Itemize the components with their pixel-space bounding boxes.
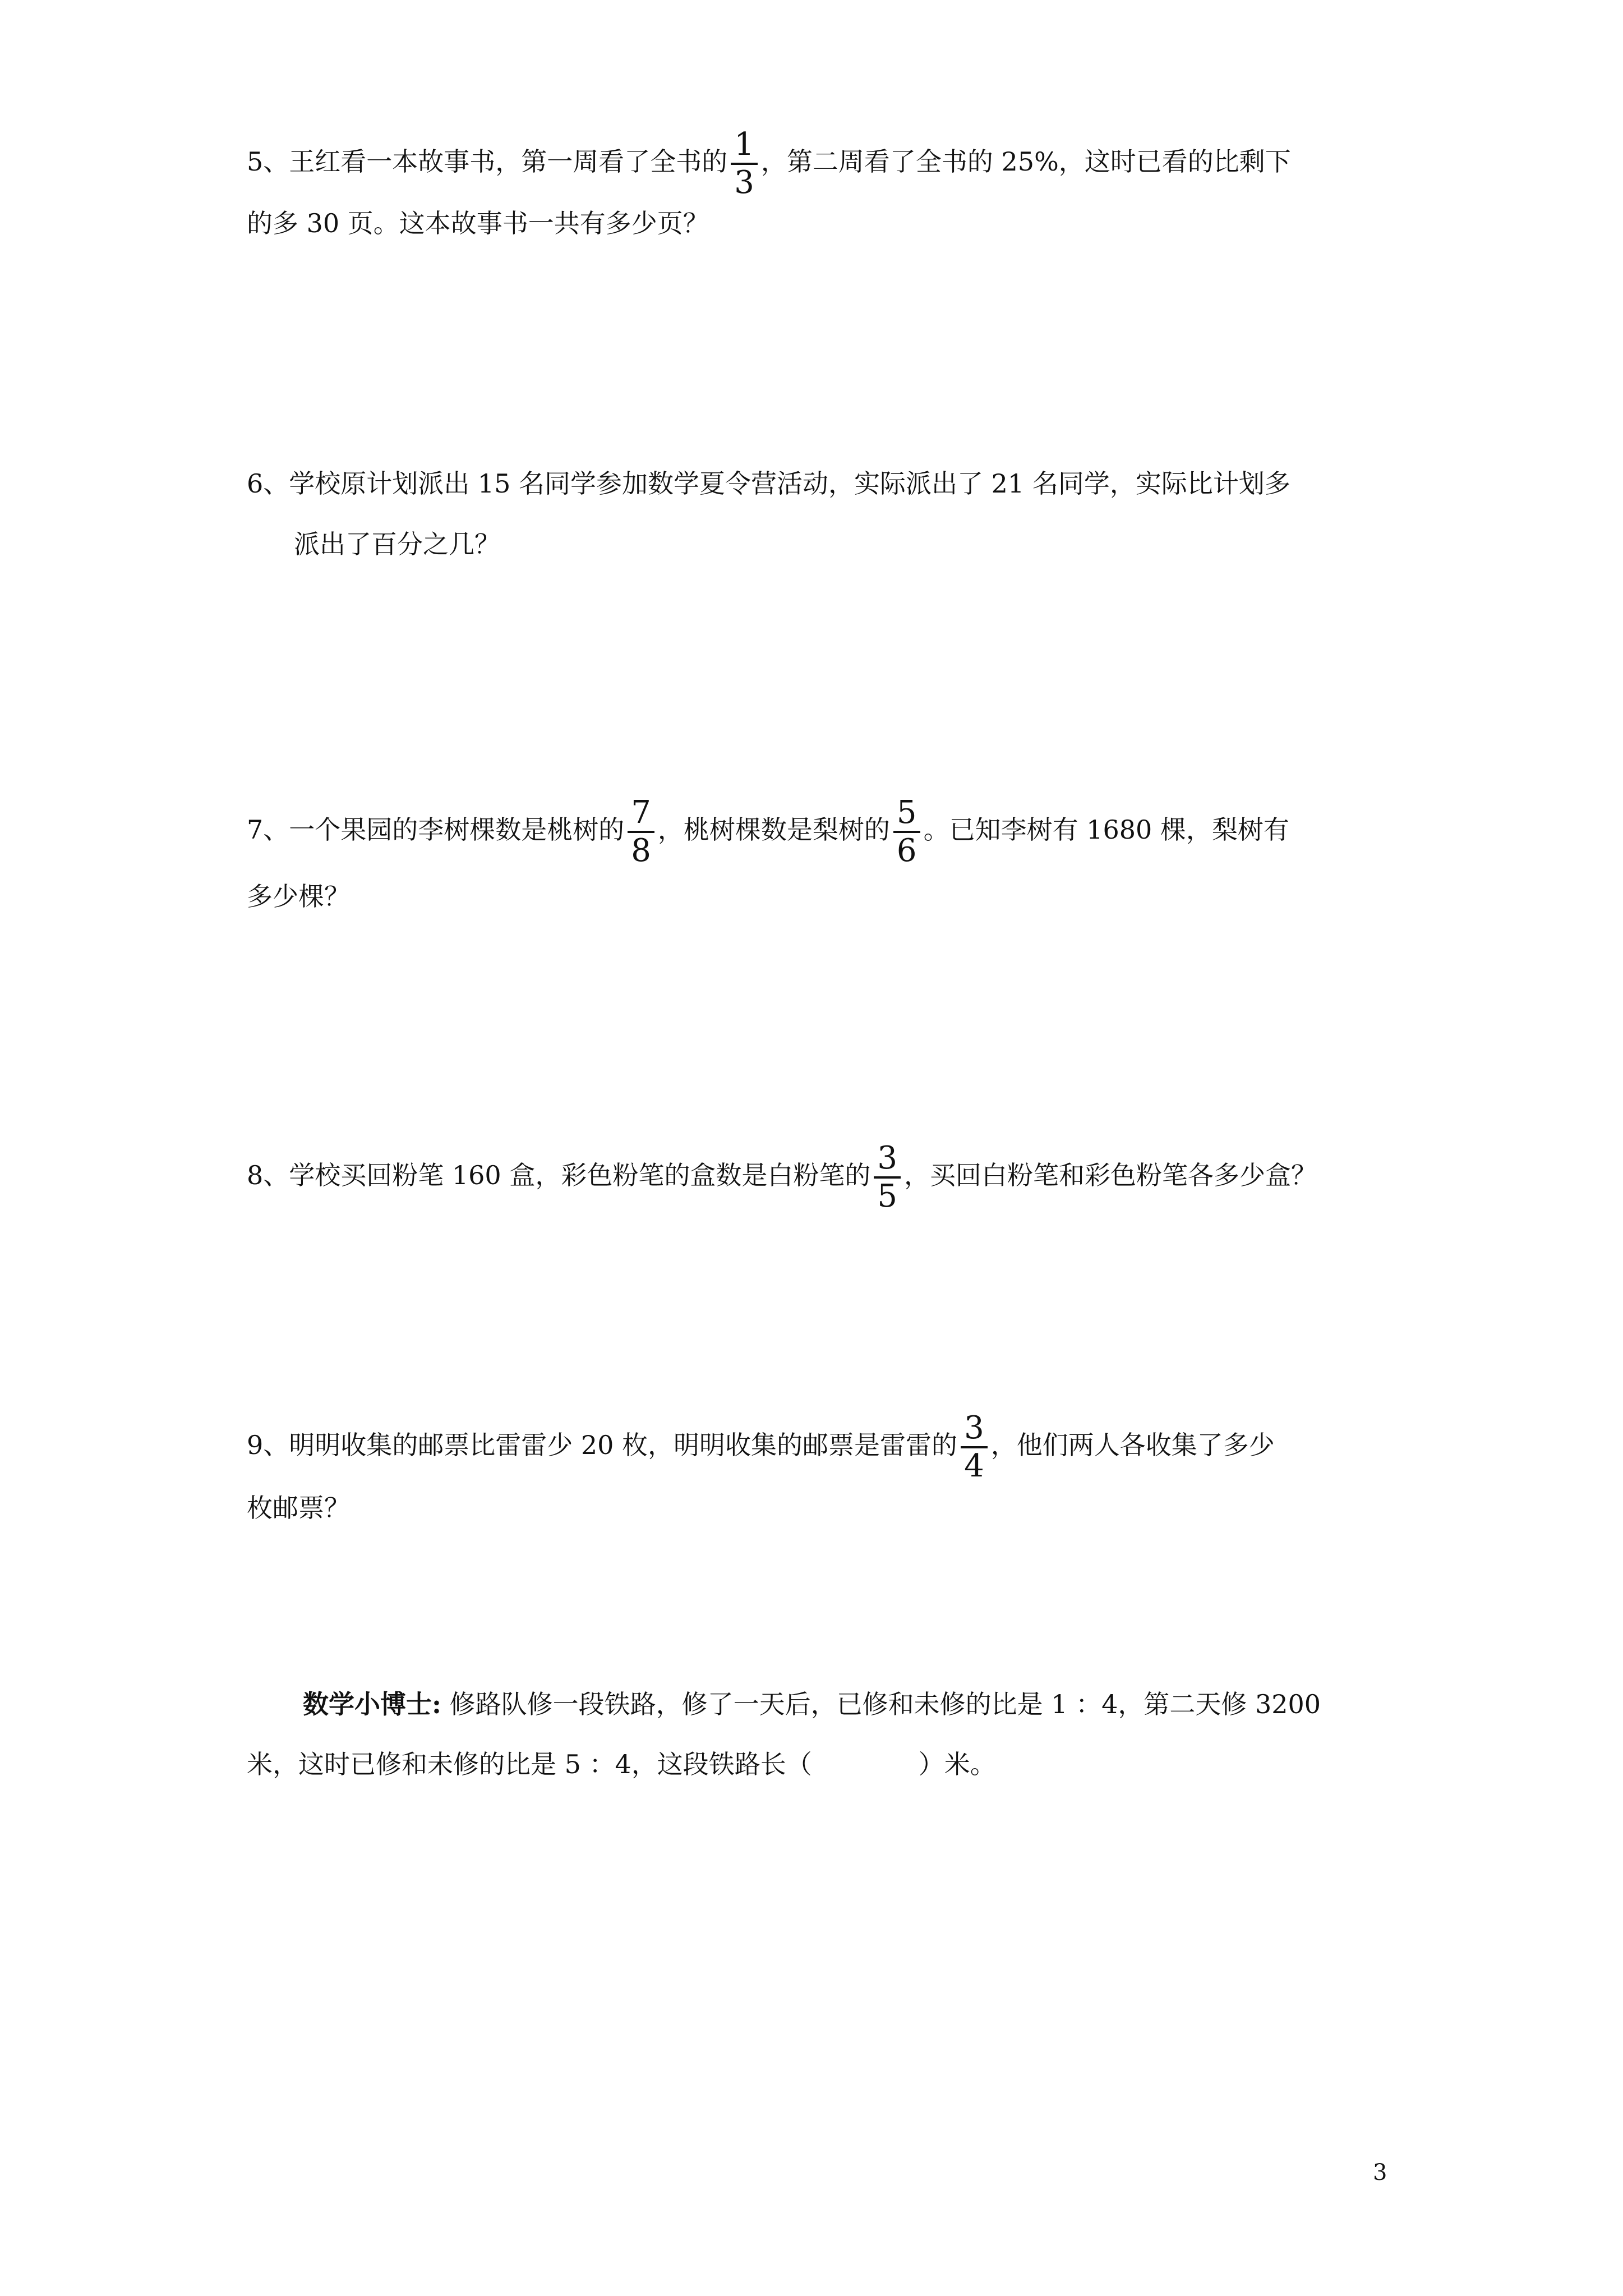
problem-8-text-a: 学校买回粉笔 160 盒，彩色粉笔的盒数是白粉笔的 — [289, 1160, 871, 1190]
fraction-7-8: $\frac{7}{8}$ — [628, 795, 654, 869]
problem-7-line-1 — [247, 795, 1289, 869]
bonus-text: 修路队修一段铁路，修了一天后，已修和未修的比是 1 ：4，第二天修 3200 — [441, 1689, 1321, 1719]
problem-6-text: 学校原计划派出 15 名同学参加数学夏令营活动，实际派出了 21 名同学，实际比计划多 — [289, 468, 1290, 499]
problem-9-label: 9、 — [247, 1430, 289, 1460]
problem-7-label: 7、 — [247, 815, 289, 845]
problem-6-line-1 — [247, 467, 1290, 500]
fraction-1-3: $\frac{1}{3}$ — [731, 127, 758, 201]
bonus-text-b: ）米。 — [918, 1749, 996, 1779]
problem-8-label: 8、 — [247, 1160, 289, 1190]
problem-5-label: 5、 — [247, 146, 289, 177]
bonus-line-2 — [247, 1747, 996, 1781]
problem-5-line-2: 的多 30 页。这本故事书一共有多少页？ — [247, 208, 709, 238]
problem-9-line-2: 枚邮票？ — [247, 1493, 350, 1523]
problem-7-text-b: ，桃树棵数是梨树的 — [657, 815, 890, 845]
problem-8-line-1 — [247, 1140, 1317, 1214]
problem-7-text-c: 。已知李树有 1680 棵，梨树有 — [923, 815, 1289, 845]
problem-9-line-1 — [247, 1410, 1275, 1484]
problem-5-text-a: 王红看一本故事书，第一周看了全书的 — [289, 146, 728, 177]
bonus-title: 数学小博士: — [303, 1689, 441, 1719]
problem-8-text-b: ，买回白粉笔和彩色粉笔各多少盒？ — [903, 1160, 1317, 1190]
problem-7-text-a: 一个果园的李树棵数是桃树的 — [289, 815, 625, 845]
problem-5-line-1 — [247, 127, 1291, 201]
fraction-3-5: $\frac{3}{5}$ — [874, 1140, 901, 1214]
fraction-5-6: $\frac{5}{6}$ — [893, 795, 920, 869]
bonus-text-a: 米，这时已修和未修的比是 5 ：4，这段铁路长（ — [247, 1749, 812, 1779]
page-number: 3 — [1373, 2160, 1387, 2185]
problem-6-line-2: 派出了百分之几？ — [294, 529, 500, 559]
problem-6-label: 6、 — [247, 468, 289, 499]
problem-9-text-b: ，他们两人各收集了多少 — [990, 1430, 1275, 1460]
fraction-3-4: $\frac{3}{4}$ — [961, 1410, 988, 1484]
problem-7-line-2: 多少棵？ — [247, 881, 350, 912]
problem-9-text-a: 明明收集的邮票比雷雷少 20 枚，明明收集的邮票是雷雷的 — [289, 1430, 958, 1460]
bonus-line-1 — [303, 1687, 1321, 1721]
problem-5-text-b: ，第二周看了全书的 25%，这时已看的比剩下 — [760, 146, 1291, 177]
